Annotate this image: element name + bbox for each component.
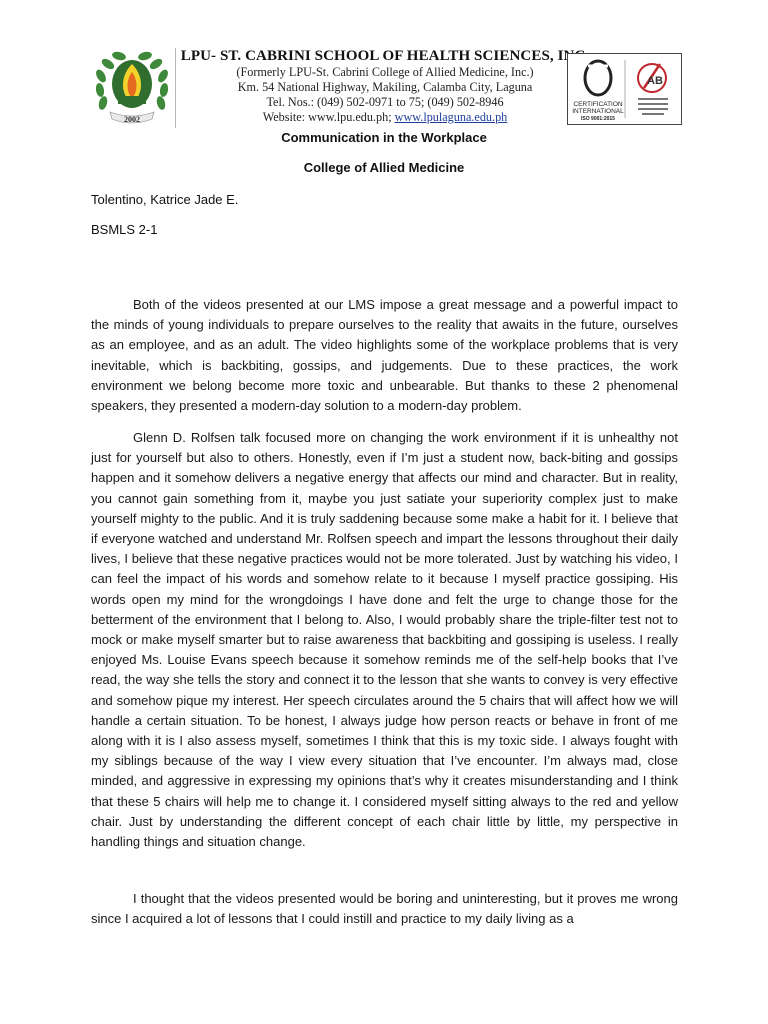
logo-year: 2002: [124, 115, 140, 124]
website-prefix: Website: www.lpu.edu.ph;: [262, 110, 395, 124]
school-formerly: (Formerly LPU-St. Cabrini College of Allied Medicine, Inc.): [236, 65, 534, 79]
school-name: LPU- ST. CABRINI SCHOOL OF HEALTH SCIENCES, INC.: [180, 48, 590, 64]
cert-iso: ISO 9001:2015: [581, 116, 615, 122]
student-name: Tolentino, Katrice Jade E.: [91, 192, 239, 207]
body-paragraph-3: I thought that the videos presented would be boring and uninteresting, but it proves me wrong since I acquired a lot of lessons that I could instill and practice to my daily living as a: [91, 891, 678, 927]
body-paragraph-2: Glenn D. Rolfsen talk focused more on changing the work environment if it is unhealthy not just for yourself but also to others. Honestly, even if I’m just a student now, back-biting and gossips happen and it somehow delivers a negative energy that affects our mind and character. But in reality, you cannot gain something from it, maybe you just satiate your superiority complex just to make yourself mighty to the public. And it is truly saddening because some make a habit for it. I believe that if everyone watched and understand Mr. Rolfsen speech and impart the lessons throughout their daily lives, I believe that these negative practices would not be more tolerated. Just by watching his video, I can feel the impact of his words and somehow relate to it because I myself practice gossiping. His words open my mind for the wrongdoings I have done and felt the urge to change those for the betterment of the environment that I belong to. Also, I would probably share the triple-filter test not to mock or make myself smarter but to raise awareness that backbiting and gossiping is useless. I really enjoyed Ms. Louise Evans speech because it somehow reminds me of the self-help books that I’ve read, the way she tells the story and connect it to the lesson that she wants to convey is very effective and somehow pique my interest. Her speech circulates around the 5 chairs that will affect how we will handle a certain situation. To be honest, I always judge how person reacts or behave in front of me along with it is I also assess myself, sometimes I think that this is my toxic side. I always fought with my siblings because of the way I view every situation that I’ve encounter. I’m always mad, close minded, and aggressive in expressing my opinions that’s why it creates misunderstanding and I think that these 5 chairs will help me to change it. I considered myself sitting always to the red and yellow chair. Just by understanding the different concept of each chair little by little, my perspective in handling things and situation change.: [91, 430, 678, 850]
cert-mark: AB: [647, 75, 663, 87]
school-telephone: Tel. Nos.: (049) 502-0971 to 75; (049) 502-8946: [266, 95, 504, 109]
document-subtitle: College of Allied Medicine: [303, 160, 465, 175]
document-title: Communication in the Workplace: [281, 130, 487, 145]
website-link[interactable]: www.lpulaguna.edu.ph: [394, 110, 508, 124]
body-paragraph-1: Both of the videos presented at our LMS impose a great message and a powerful impact to the minds of young individuals to prepare ourselves to the reality that awaits in the future, ourselves as an employee, and as an adult. The video highlights some of the workplace problems that is very inevitable, which is backbiting, gossips, and judgements. Due to these practices, the work environment we belong become more toxic and unbearable. But thanks to these 2 phenomenal speakers, they presented a modern-day solution to a modern-day problem.: [91, 297, 678, 414]
cert-text-2: INTERNATIONAL: [572, 108, 624, 115]
school-address: Km. 54 National Highway, Makiling, Calamba City, Laguna: [237, 80, 533, 94]
student-section: BSMLS 2-1: [91, 222, 158, 237]
letterhead: [88, 44, 682, 128]
cert-text-1: CERTIFICATION: [573, 101, 623, 108]
certification-badge: [567, 53, 682, 125]
